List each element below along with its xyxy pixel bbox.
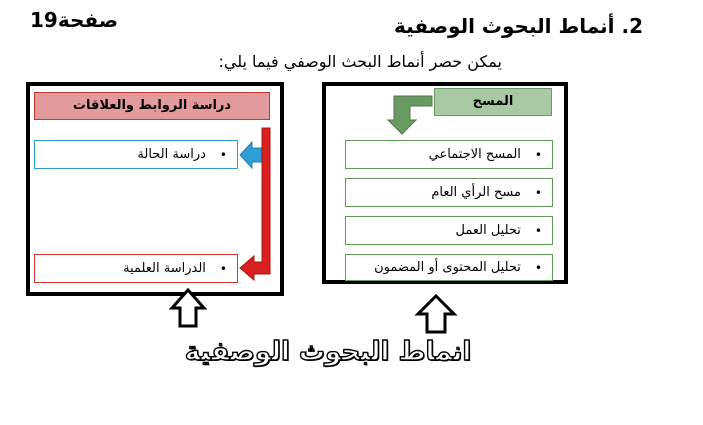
bullet-icon: • <box>534 185 542 200</box>
intro-text: يمكن حصر أنماط البحث الوصفي فيما يلي: <box>218 52 502 71</box>
up-arrow-icon <box>418 296 454 332</box>
item-label: الدراسة العلمية <box>123 261 206 276</box>
item-label: المسح الاجتماعي <box>428 147 521 162</box>
bullet-icon: • <box>534 147 542 162</box>
left-panel-header: دراسة الروابط والعلاقات <box>34 92 270 120</box>
right-panel-header: المسح <box>434 88 552 116</box>
bottom-title: انماط البحوث الوصفية <box>184 337 472 367</box>
item-label: دراسة الحالة <box>137 147 206 162</box>
item-label: مسح الرأي العام <box>431 185 521 200</box>
up-arrow-icon <box>172 290 204 326</box>
bullet-icon: • <box>219 261 227 276</box>
green-bent-arrow-icon <box>388 96 432 134</box>
page-number-label: صفحة19 <box>30 8 119 32</box>
section-title: 2. أنماط البحوث الوصفية <box>394 14 643 38</box>
item-label: تحليل العمل <box>455 223 521 238</box>
bullet-icon: • <box>534 260 542 275</box>
item-label: تحليل المحتوى أو المضمون <box>374 260 521 275</box>
bullet-icon: • <box>534 223 542 238</box>
bullet-icon: • <box>219 147 227 162</box>
